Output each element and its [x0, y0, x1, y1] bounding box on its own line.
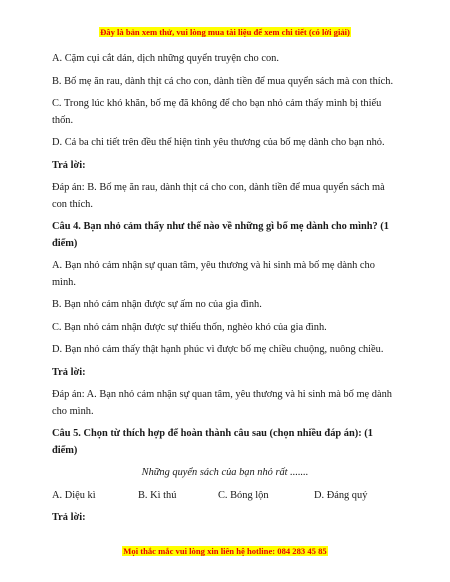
- hotline-banner: [0, 546, 450, 557]
- q3-option-a: A. Cặm cụi cắt dán, dịch những quyển truyện cho con.: [52, 53, 279, 64]
- q4-option-d: D. Bạn nhỏ cảm thấy thật hạnh phúc vì được bố mẹ chiều chuộng, nuông chiều.: [52, 344, 384, 355]
- hotline-banner-text: Mọi thắc mắc vui lòng xin liên hệ hotline: 084 283 45 85: [123, 546, 327, 556]
- q4-answer: Đáp án: A. Bạn nhỏ cảm nhận sự quan tâm, yêu thương và hi sinh mà bố mẹ dành cho mình.: [52, 389, 392, 417]
- q3-answer-label: Trả lời:: [52, 159, 86, 171]
- q3-option-d: D. Cả ba chi tiết trên đều thể hiện tình yêu thương của bố mẹ dành cho bạn nhỏ.: [52, 137, 385, 148]
- q5-choice-b: B. Kì thú: [138, 489, 177, 501]
- q3-option-b: B. Bố mẹ ăn rau, dành thịt cá cho con, dành tiền để mua quyển sách mà con thích.: [52, 75, 394, 87]
- q3-option-c: C. Trong lúc khó khăn, bố mẹ đã không để cho bạn nhỏ cảm thấy mình bị thiếu thốn.: [52, 98, 382, 126]
- q4-option-a: A. Bạn nhỏ cảm nhận sự quan tâm, yêu thương và hi sinh mà bố mẹ dành cho mình.: [52, 260, 375, 288]
- document-body: [52, 51, 398, 533]
- q4-answer-label: Trả lời:: [52, 366, 86, 378]
- q5-sentence: Những quyển sách của bạn nhỏ rất .......: [141, 467, 309, 478]
- q5-choice-a: A. Diệu kì: [52, 489, 96, 501]
- q4-option-b: B. Bạn nhỏ cảm nhận được sự ấm no của gia đình.: [52, 299, 262, 310]
- q4-question: Câu 4. Bạn nhỏ cảm thấy như thế nào về những gì bố mẹ dành cho mình? (1 điểm): [52, 221, 389, 249]
- preview-banner-text: Đây là bản xem thử, vui lòng mua tài liệu để xem chi tiết (có lời giải): [100, 27, 350, 37]
- q3-answer: Đáp án: B. Bố mẹ ăn rau, dành thịt cá cho con, dành tiền để mua quyển sách mà con thích.: [52, 182, 385, 210]
- q5-question: Câu 5. Chọn từ thích hợp để hoàn thành câu sau (chọn nhiều đáp án): (1 điểm): [52, 428, 373, 456]
- q5-choice-d: D. Đáng quý: [314, 489, 368, 501]
- q5-answer-label: Trả lời:: [52, 512, 86, 523]
- preview-banner: [0, 27, 450, 38]
- q5-choices: [52, 488, 398, 505]
- q5-choice-c: C. Bóng lộn: [218, 489, 269, 501]
- q4-option-c: C. Bạn nhỏ cảm nhận được sự thiếu thốn, nghèo khó của gia đình.: [52, 321, 327, 333]
